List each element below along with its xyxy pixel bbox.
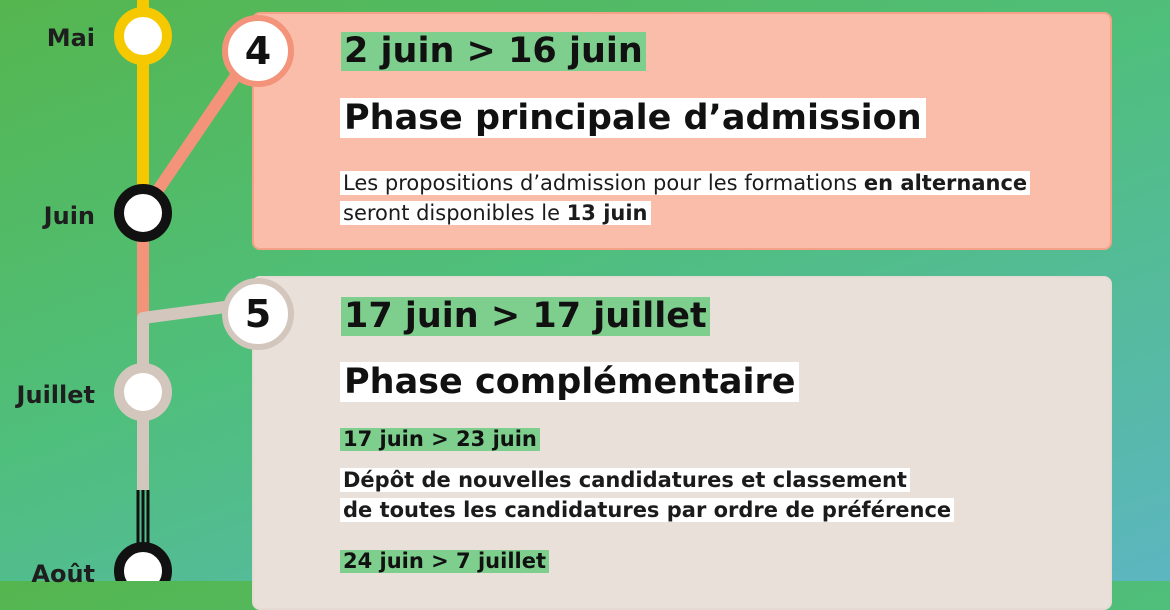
phase4-description — [340, 168, 1030, 228]
juin-station — [119, 189, 167, 237]
phase4-dates: 2 juin > 16 juin — [341, 32, 646, 71]
month-label-juin: Juin — [43, 202, 95, 230]
phase5-number-badge: 5 — [222, 278, 294, 350]
phase5-sub1-line1: Dépôt de nouvelles candidatures et classement — [340, 468, 910, 492]
phase4-desc-line2 — [340, 201, 651, 225]
month-label-aout: Août — [31, 560, 95, 588]
phase4-number-badge: 4 — [222, 15, 294, 87]
phase4-desc-text2: seront disponibles le — [343, 201, 567, 225]
phase5-sub1-line2: de toutes les candidatures par ordre de préférence — [340, 498, 954, 522]
juillet-station — [119, 368, 167, 416]
phase4-desc-text1: Les propositions d’admission pour les formations — [343, 171, 864, 195]
phase5-sub2-dates: 24 juin > 7 juillet — [340, 550, 549, 573]
phase5-title: Phase complémentaire — [340, 362, 799, 402]
phase4-desc-line1 — [340, 171, 1030, 195]
mai-station — [119, 12, 167, 60]
phase5-sub1-description — [340, 465, 954, 525]
aout-station — [119, 547, 167, 581]
phase5-sub1-dates: 17 juin > 23 juin — [340, 428, 540, 451]
phase4-title: Phase principale d’admission — [340, 98, 926, 138]
phase4-desc-bold2: 13 juin — [566, 201, 648, 225]
month-label-mai: Mai — [46, 24, 95, 52]
phase4-desc-bold1: en alternance — [863, 171, 1028, 195]
phase5-dates: 17 juin > 17 juillet — [341, 297, 710, 336]
month-label-juillet: Juillet — [16, 381, 95, 409]
